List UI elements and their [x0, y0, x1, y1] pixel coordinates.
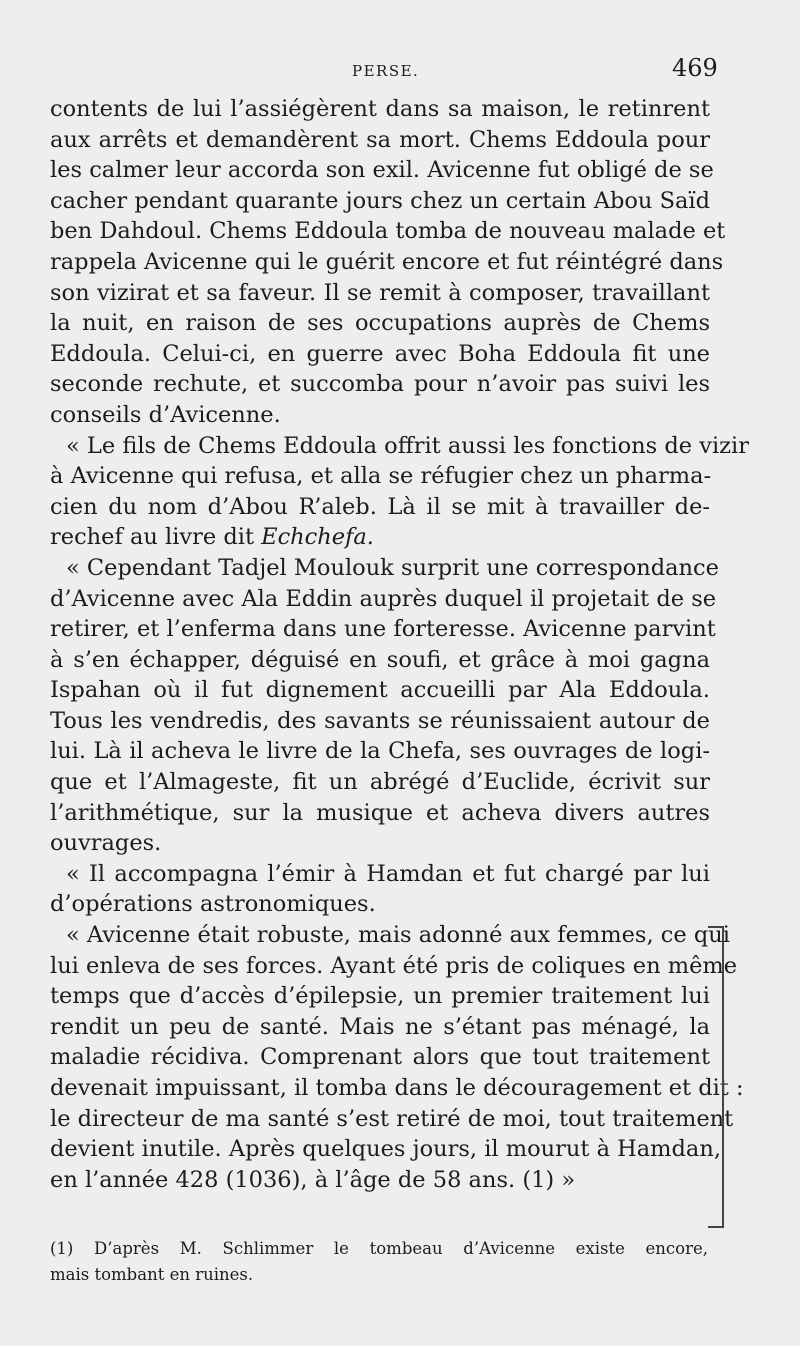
footnote-line: (1) D’après M. Schlimmer le tombeau d’Avicenne existe encore, [50, 1239, 708, 1258]
text-line: son vizirat et sa faveur. Il se remit à composer, travaillant [50, 279, 710, 306]
text-line: « Cependant Tadjel Moulouk surprit une correspondance [66, 554, 719, 581]
text-line: lui. Là il acheva le livre de la Chefa, ses ouvrages de logi- [50, 738, 710, 765]
text-line: seconde rechute, et succomba pour n’avoir pas suivi les [50, 371, 710, 398]
text-line: la nuit, en raison de ses occupations auprès de Chems [50, 310, 710, 337]
text-line: cacher pendant quarante jours chez un certain Abou Saïd [50, 187, 710, 214]
text-line: en l’année 428 (1036), à l’âge de 58 ans. (1) » [50, 1166, 576, 1193]
text-line: devenait impuissant, il tomba dans le découragement et dit : [50, 1075, 744, 1101]
footnote [50, 1236, 708, 1288]
italic-title: Echchefa. [261, 524, 374, 551]
text-line: le directeur de ma santé s’est retiré de moi, tout traitement [50, 1105, 734, 1132]
text-line: aux arrêts et demandèrent sa mort. Chems Eddoula pour [50, 126, 710, 153]
text-line: cien du nom d’Abou R’aleb. Là il se mit à travailler de- [50, 493, 710, 520]
text-line: Eddoula. Celui-ci, en guerre avec Boha Eddoula fit une [50, 340, 710, 367]
text-line: l’arithmétique, sur la musique et acheva divers autres [50, 799, 710, 826]
text-line: à s’en échapper, déguisé en soufi, et grâce à moi gagna [50, 646, 710, 673]
text-line: temps que d’accès d’épilepsie, un premier traitement lui [50, 983, 710, 1010]
text-line: lui enleva de ses forces. Ayant été pris de coliques en même [50, 952, 738, 979]
text-line: rendit un peu de santé. Mais ne s’étant pas ménagé, la [50, 1013, 710, 1040]
margin-bracket [708, 926, 724, 1228]
page-header [0, 52, 800, 92]
text-line: ben Dahdoul. Chems Eddoula tomba de nouveau malade et [50, 218, 726, 245]
text-line: rappela Avicenne qui le guérit encore et fut réintégré dans [50, 248, 724, 275]
text-line: à Avicenne qui refusa, et alla se réfugier chez un pharma- [50, 463, 712, 490]
text-line: Ispahan où il fut dignement accueilli par Ala Eddoula. [50, 677, 710, 704]
text-line: « Avicenne était robuste, mais adonné aux femmes, ce qui [66, 922, 730, 949]
text-line: d’Avicenne avec Ala Eddin auprès duquel il projetait de se [50, 585, 717, 612]
text-line: « Il accompagna l’émir à Hamdan et fut chargé par lui [66, 860, 710, 887]
footnote-line: mais tombant en ruines. [50, 1265, 254, 1284]
text-line: conseils d’Avicenne. [50, 401, 281, 428]
body-text [50, 94, 749, 1195]
text-fragment: rechef au livre dit [50, 524, 254, 551]
text-line [50, 522, 710, 553]
text-line: les calmer leur accorda son exil. Avicenne fut obligé de se [50, 157, 714, 184]
text-line: Tous les vendredis, des savants se réunissaient autour de [50, 707, 710, 734]
text-line: d’opérations astronomiques. [50, 891, 376, 918]
text-line: devient inutile. Après quelques jours, il mourut à Hamdan, [50, 1136, 721, 1163]
page-number: 469 [672, 54, 718, 82]
text-line: que et l’Almageste, fit un abrégé d’Euclide, écrivit sur [50, 769, 710, 796]
text-line: retirer, et l’enferma dans une forteresse. Avicenne parvint [50, 616, 716, 643]
text-line: ouvrages. [50, 830, 162, 857]
running-title: PERSE. [352, 62, 420, 80]
text-line: « Le fils de Chems Eddoula offrit aussi les fonctions de vizir [66, 432, 749, 459]
text-line: contents de lui l’assiégèrent dans sa maison, le retinrent [50, 96, 710, 122]
text-line: maladie récidiva. Comprenant alors que tout traitement [50, 1044, 710, 1071]
